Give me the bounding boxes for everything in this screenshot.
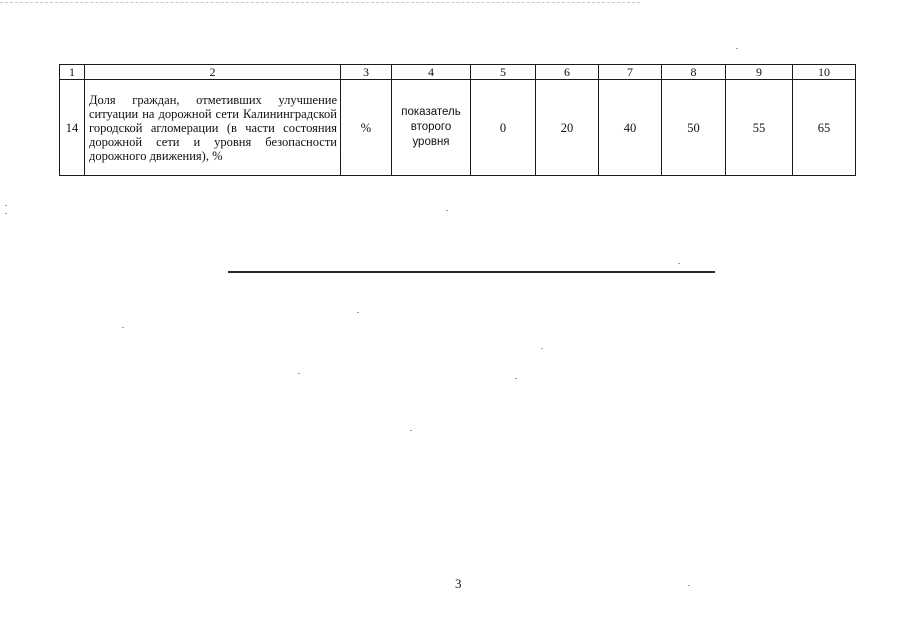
table-row <box>60 80 856 176</box>
indicator-type-cell: показатель второго уровня <box>392 80 471 176</box>
scan-speck <box>410 430 412 431</box>
column-number-cell: 2 <box>85 65 341 80</box>
column-number-cell: 4 <box>392 65 471 80</box>
column-number-cell: 6 <box>536 65 599 80</box>
scan-speck <box>298 373 300 374</box>
scan-artifact-line <box>0 2 640 3</box>
value-cell: 0 <box>471 80 536 176</box>
unit-cell: % <box>341 80 392 176</box>
scan-speck <box>122 327 124 328</box>
column-number-cell: 7 <box>599 65 662 80</box>
scan-speck <box>736 48 738 49</box>
scan-speck <box>688 585 690 586</box>
scan-speck <box>541 348 543 349</box>
column-number-cell: 10 <box>793 65 856 80</box>
table-header-row <box>60 65 856 80</box>
value-cell: 20 <box>536 80 599 176</box>
value-cell: 50 <box>662 80 726 176</box>
scan-speck <box>5 213 7 214</box>
value-cell: 55 <box>726 80 793 176</box>
indicator-description-cell: Доля граждан, отметивших улучшение ситуации на дорожной сети Калининградской городской агломерации (в части состояния дорожной сети и уровня безопасности дорожного движения), % <box>85 80 341 176</box>
scan-speck <box>357 312 359 313</box>
value-cell: 40 <box>599 80 662 176</box>
column-number-cell: 9 <box>726 65 793 80</box>
value-cell: 65 <box>793 80 856 176</box>
indicators-table <box>59 64 856 176</box>
scan-speck <box>446 210 448 211</box>
row-number-cell: 14 <box>60 80 85 176</box>
column-number-cell: 8 <box>662 65 726 80</box>
scan-speck <box>515 378 517 379</box>
end-of-table-line <box>228 271 715 273</box>
column-number-cell: 5 <box>471 65 536 80</box>
page-number: 3 <box>455 576 462 591</box>
scan-speck <box>5 205 7 206</box>
scan-speck <box>678 263 680 264</box>
column-number-cell: 3 <box>341 65 392 80</box>
column-number-cell: 1 <box>60 65 85 80</box>
